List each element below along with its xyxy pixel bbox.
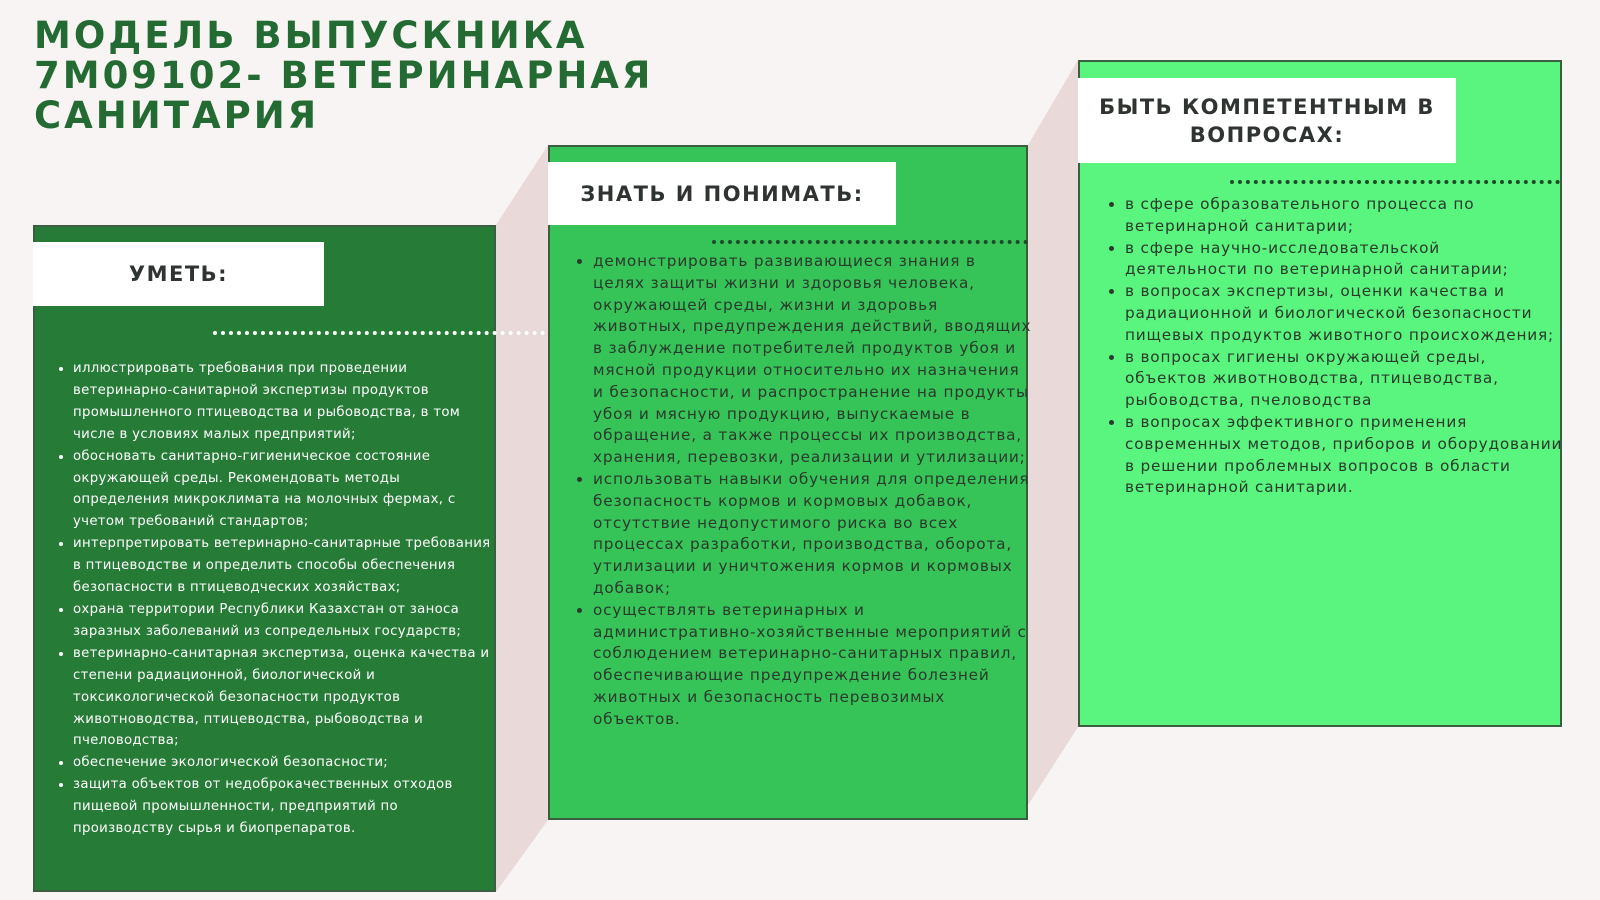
panel-umet-heading: УМЕТЬ: [33, 242, 324, 306]
list-item: • в вопросах эффективного применения современных методов, приборов и оборудовании в решении проблемных вопросов в области ветеринарной санитарии. [1125, 412, 1565, 499]
list-item: • иллюстрировать требования при проведении ветеринарно-санитарной экспертизы продуктов промышленного птицеводства и рыбоводства, в том числе в условиях малых предприятий; [73, 358, 493, 446]
page-title-line-1: МОДЕЛЬ ВЫПУСКНИКА [34, 14, 588, 57]
list-item: • ветеринарно-санитарная экспертиза, оценка качества и степени радиационной, биологической и токсикологической безопасности продуктов животноводства, птицеводства, рыбоводства и пчеловодства; [73, 643, 493, 753]
connector-shadow-2 [1028, 60, 1078, 805]
panel-kompetentnym-list [1107, 194, 1565, 499]
list-item: • использовать навыки обучения для определения безопасность кормов и кормовых добавок, отсутствие недопустимого риска во всех процессах разработки, производства, оборота, утилизации и уничтожения кормов и кормовых добавок; [593, 469, 1033, 600]
list-item: • охрана территории Республики Казахстан от заноса заразных заболеваний из сопредельных государств; [73, 599, 493, 643]
panel-umet-list [55, 358, 493, 840]
list-item: • обосновать санитарно-гигиеническое состояние окружающей среды. Рекомендовать методы определения микроклимата на молочных фермах, с учетом требований стандартов; [73, 446, 493, 534]
page-title-line-2: 7М09102- ВЕТЕРИНАРНАЯ [34, 54, 654, 97]
list-item: • демонстрировать развивающиеся знания в целях защиты жизни и здоровья человека, окружающей среды, жизни и здоровья животных, предупреждения действий, вводящих в заблуждение потребителей продуктов убоя и мясной продукции относительно их назначения и безопасности, и распространение на продукты убоя и мясную продукцию, выпускаемые в обращение, а также процессы их производства, хранения, перевозки, реализации и утилизации; [593, 251, 1033, 469]
list-item: • интерпретировать ветеринарно-санитарные требования в птицеводстве и определить способы обеспечения безопасности в птицеводческих хозяйствах; [73, 533, 493, 599]
list-item: • защита объектов от недоброкачественных отходов пищевой промышленности, предприятий по производству сырья и биопрепаратов. [73, 774, 493, 840]
list-item: • в сфере научно-исследовательской деятельности по ветеринарной санитарии; [1125, 238, 1565, 282]
panel-kompetentnym-heading: БЫТЬ КОМПЕТЕНТНЫМ В ВОПРОСАХ: [1078, 78, 1456, 163]
panel-znat-list [575, 251, 1033, 731]
dotted-divider-1 [213, 331, 545, 335]
list-item: • в вопросах экспертизы, оценки качества и радиационной и биологической безопасности пищевых продуктов животного происхождения; [1125, 281, 1565, 346]
list-item: • в вопросах гигиены окружающей среды, объектов животноводства, птицеводства, рыбоводства, пчеловодства [1125, 347, 1565, 412]
connector-shadow-1 [496, 145, 548, 892]
panel-znat-heading: ЗНАТЬ И ПОНИМАТЬ: [548, 162, 896, 225]
list-item: • осуществлять ветеринарных и административно-хозяйственные мероприятий с соблюдением ветеринарно-санитарных правил, обеспечивающие предупреждение болезней животных и безопасность перевозимых объектов. [593, 600, 1033, 731]
list-item: • обеспечение экологической безопасности; [73, 752, 493, 774]
dotted-divider-3 [1230, 180, 1560, 184]
page-title-line-3: САНИТАРИЯ [34, 94, 320, 137]
page-title [34, 16, 653, 136]
list-item: • в сфере образовательного процесса по ветеринарной санитарии; [1125, 194, 1565, 238]
dotted-divider-2 [712, 240, 1028, 244]
